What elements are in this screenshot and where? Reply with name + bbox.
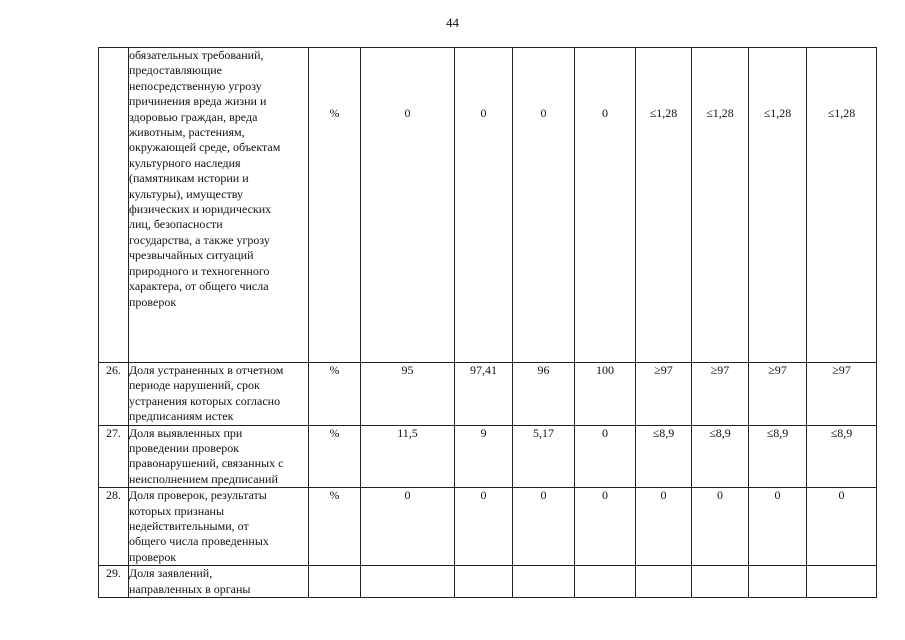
value-cell (575, 566, 636, 598)
value-cell: 0 (692, 488, 749, 566)
value-cell: ≥97 (692, 363, 749, 426)
table-row (99, 48, 877, 363)
row-number: 29. (99, 566, 129, 598)
value-cell: ≤1,28 (807, 48, 877, 363)
value-cell: ≥97 (636, 363, 692, 426)
table-row (99, 566, 877, 598)
indicator-description: обязательных требований, предоставляющие непосредственную угрозу причинения вреда жизни и здоровью граждан, вреда животным, растениям, окружающей среде, объектам культурного наследия (памятникам истории и культуры), имуществу физических и юридических лиц, безопасности государства, а также угрозу чрезвычайных ситуаций природного и техногенного характера, от общего числа проверок (129, 48, 309, 363)
value-cell: 0 (636, 488, 692, 566)
value-cell: ≥97 (807, 363, 877, 426)
value-cell: 0 (807, 488, 877, 566)
table-row (99, 425, 877, 488)
value-cell: 0 (575, 48, 636, 363)
value-cell: 95 (361, 363, 455, 426)
value-cell: 0 (513, 488, 575, 566)
unit-cell: % (309, 425, 361, 488)
value-cell: ≤8,9 (636, 425, 692, 488)
page-number: 44 (446, 15, 459, 30)
value-cell: ≤1,28 (636, 48, 692, 363)
value-cell: ≤1,28 (749, 48, 807, 363)
value-cell: ≤8,9 (692, 425, 749, 488)
value-cell (513, 566, 575, 598)
row-number: 27. (99, 425, 129, 488)
value-cell: 5,17 (513, 425, 575, 488)
value-cell: 0 (575, 425, 636, 488)
value-cell (807, 566, 877, 598)
value-cell: ≤8,9 (749, 425, 807, 488)
value-cell (361, 566, 455, 598)
value-cell: ≤1,28 (692, 48, 749, 363)
value-cell: 0 (361, 488, 455, 566)
value-cell: 0 (513, 48, 575, 363)
value-cell: ≤8,9 (807, 425, 877, 488)
unit-cell (309, 566, 361, 598)
indicator-description: Доля проверок, результаты которых признаны недействительными, от общего числа проведенных проверок (129, 488, 309, 566)
value-cell: 100 (575, 363, 636, 426)
value-cell (636, 566, 692, 598)
value-cell (455, 566, 513, 598)
indicator-description: Доля заявлений, направленных в органы (129, 566, 309, 598)
value-cell: 9 (455, 425, 513, 488)
indicators-table (98, 47, 877, 598)
value-cell: ≥97 (749, 363, 807, 426)
value-cell: 0 (455, 488, 513, 566)
row-number: 26. (99, 363, 129, 426)
value-cell: 96 (513, 363, 575, 426)
value-cell: 0 (575, 488, 636, 566)
table-row (99, 488, 877, 566)
unit-cell: % (309, 363, 361, 426)
unit-cell: % (309, 488, 361, 566)
unit-cell: % (309, 48, 361, 363)
value-cell: 97,41 (455, 363, 513, 426)
table-row (99, 363, 877, 426)
row-number (99, 48, 129, 363)
value-cell (749, 566, 807, 598)
value-cell: 11,5 (361, 425, 455, 488)
indicator-description: Доля устраненных в отчетном периоде нарушений, срок устранения которых согласно предписаниям истек (129, 363, 309, 426)
value-cell (692, 566, 749, 598)
value-cell: 0 (749, 488, 807, 566)
value-cell: 0 (455, 48, 513, 363)
value-cell: 0 (361, 48, 455, 363)
indicator-description: Доля выявленных при проведении проверок правонарушений, связанных с неисполнением предписаний (129, 425, 309, 488)
row-number: 28. (99, 488, 129, 566)
